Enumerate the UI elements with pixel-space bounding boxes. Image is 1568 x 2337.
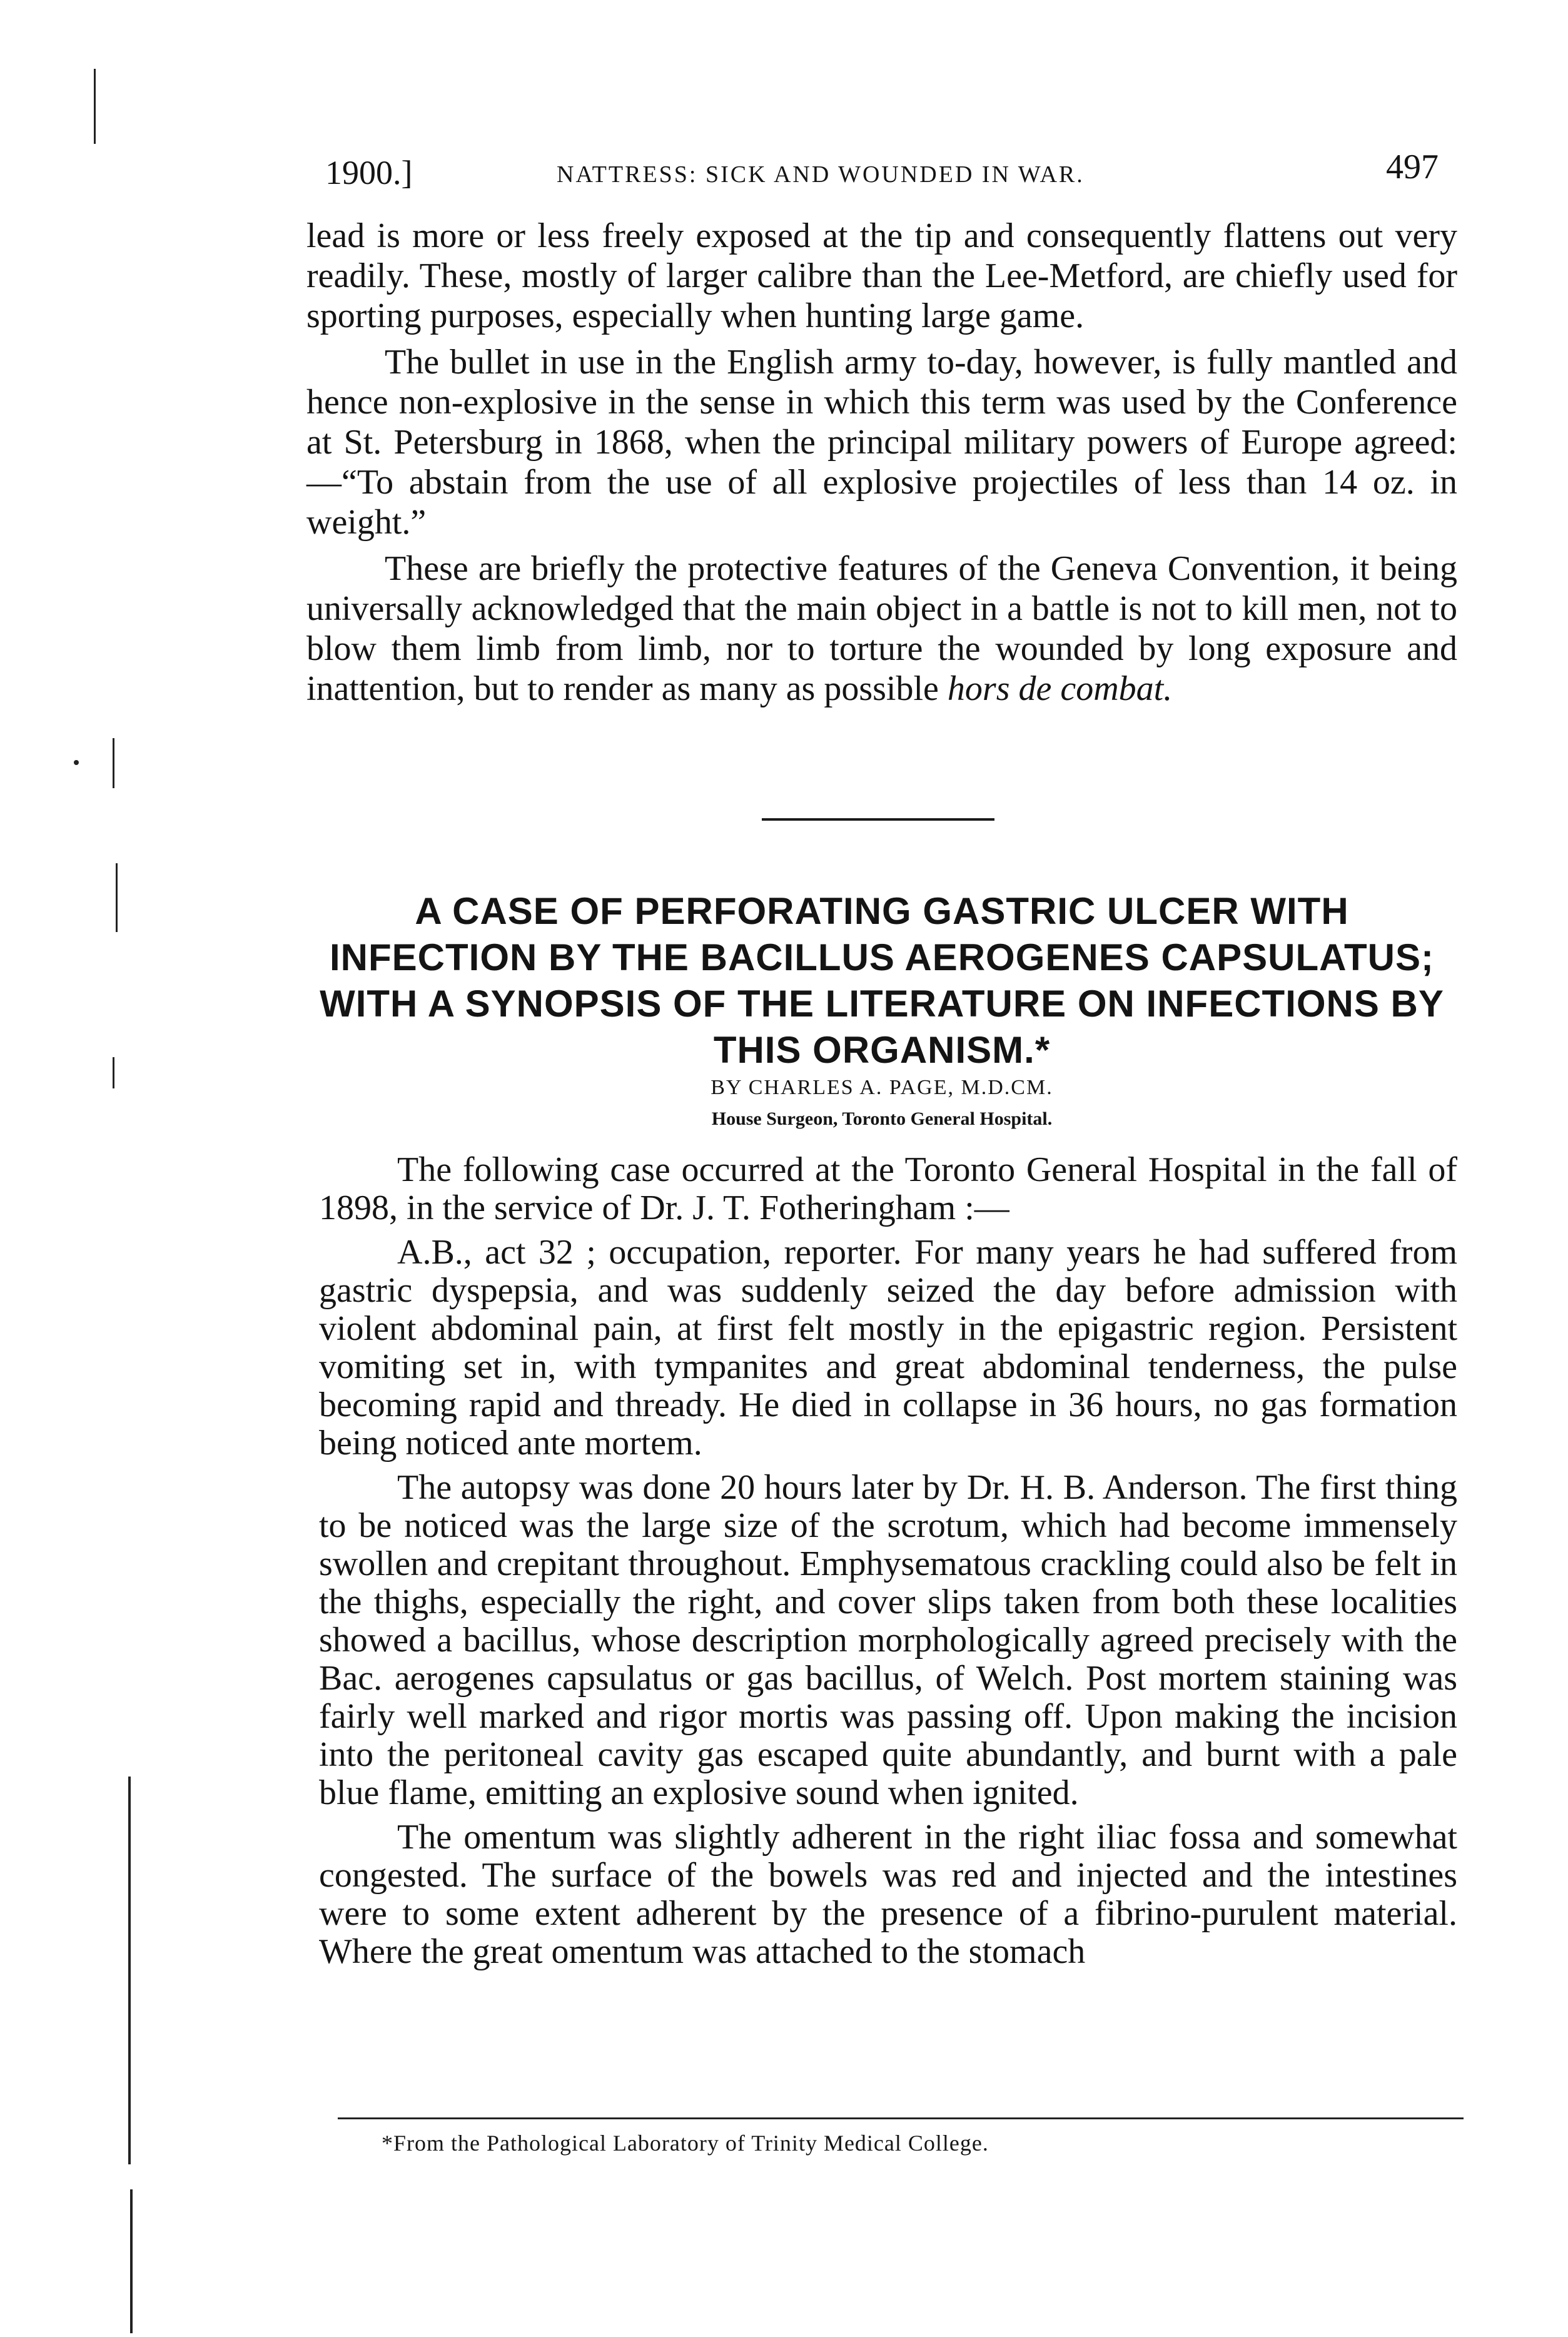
paragraph: The autopsy was done 20 hours later by Dr. H. B. Anderson. The first thing to be noticed was the large size of the scrotum, which had become immensely swollen and crepitant throughout. Emphysematous crackling could also be felt in the thighs, especially the right, and cover slips taken from both these localities showed a bacillus, whose description morphologically agreed precisely with the Bac. aerogenes capsulatus or gas bacillus, of Welch. Post mortem staining was fairly well marked and rigor mortis was passing off. Upon making the incision into the peritoneal cavity gas escaped quite abundantly, and burnt with a pale blue flame, emitting an explosive sound when ignited.: [319, 1468, 1457, 1812]
preceding-article-text: [306, 216, 1457, 715]
paragraph: [306, 549, 1457, 709]
paragraph: The omentum was slightly adherent in the right iliac fossa and somewhat congested. The surface of the bowels was red and injected and the intestines were to some extent adherent by the presence of a fibrino-purulent material. Where the great omentum was attached to the stomach: [319, 1818, 1457, 1971]
binding-edge-mark: [74, 760, 79, 765]
section-divider: [762, 818, 994, 821]
footnote: *From the Pathological Laboratory of Trinity Medical College.: [382, 2131, 989, 2156]
article-body: [319, 1151, 1457, 1977]
binding-edge-mark: [94, 69, 96, 144]
paragraph-text: These are briefly the protective features of the Geneva Convention, it being universally acknowledged that the main object in a battle is not to kill men, not to blow them limb from limb, nor to torture the wounded by long exposure and inattention, but to render as many as possible: [306, 549, 1457, 708]
running-title: NATTRESS: SICK AND WOUNDED IN WAR.: [557, 161, 1085, 188]
italic-phrase: hors de combat.: [947, 669, 1173, 708]
binding-edge-mark: [130, 2189, 133, 2333]
paragraph: A.B., act 32 ; occupation, reporter. For many years he had suffered from gastric dyspepsia, and was suddenly seized the day before admission with violent abdominal pain, at first felt mostly in the epigastric region. Persistent vomiting set in, with tympanites and great abdominal tenderness, the pulse becoming rapid and thready. He died in collapse in 36 hours, no gas formation being noticed ante mortem.: [319, 1233, 1457, 1463]
page-number: 497: [1386, 148, 1439, 186]
header-year: 1900.]: [325, 154, 413, 191]
paragraph: The following case occurred at the Toronto General Hospital in the fall of 1898, in the service of Dr. J. T. Fotheringham :—: [319, 1150, 1457, 1227]
paragraph: The bullet in use in the English army to-day, however, is fully mantled and hence non-explosive in the sense in which this term was used by the Conference at St. Petersburg in 1868, when the principal military powers of Europe agreed:—“To abstain from the use of all explosive projectiles of less than 14 oz. in weight.”: [306, 343, 1457, 542]
binding-edge-mark: [128, 1777, 131, 2164]
binding-edge-mark: [113, 738, 114, 788]
footnote-rule: [338, 2117, 1464, 2119]
article-title: A CASE OF PERFORATING GASTRIC ULCER WITH INFECTION BY THE BACILLUS AEROGENES CAPSULATUS; WITH A SYNOPSIS OF THE LITERATURE ON INFECTIONS BY THIS ORGANISM.*: [320, 890, 1444, 1071]
binding-edge-mark: [113, 1057, 114, 1088]
binding-edge-mark: [116, 863, 118, 932]
author-affiliation: House Surgeon, Toronto General Hospital.: [711, 1108, 1053, 1129]
paragraph: lead is more or less freely exposed at the tip and consequently flattens out very readily. These, mostly of larger calibre than the Lee-Metford, are chiefly used for sporting purposes, especially when hunting large game.: [306, 216, 1457, 335]
running-header: [325, 147, 1439, 203]
article-byline: BY CHARLES A. PAGE, M.D.CM.: [711, 1076, 1053, 1099]
